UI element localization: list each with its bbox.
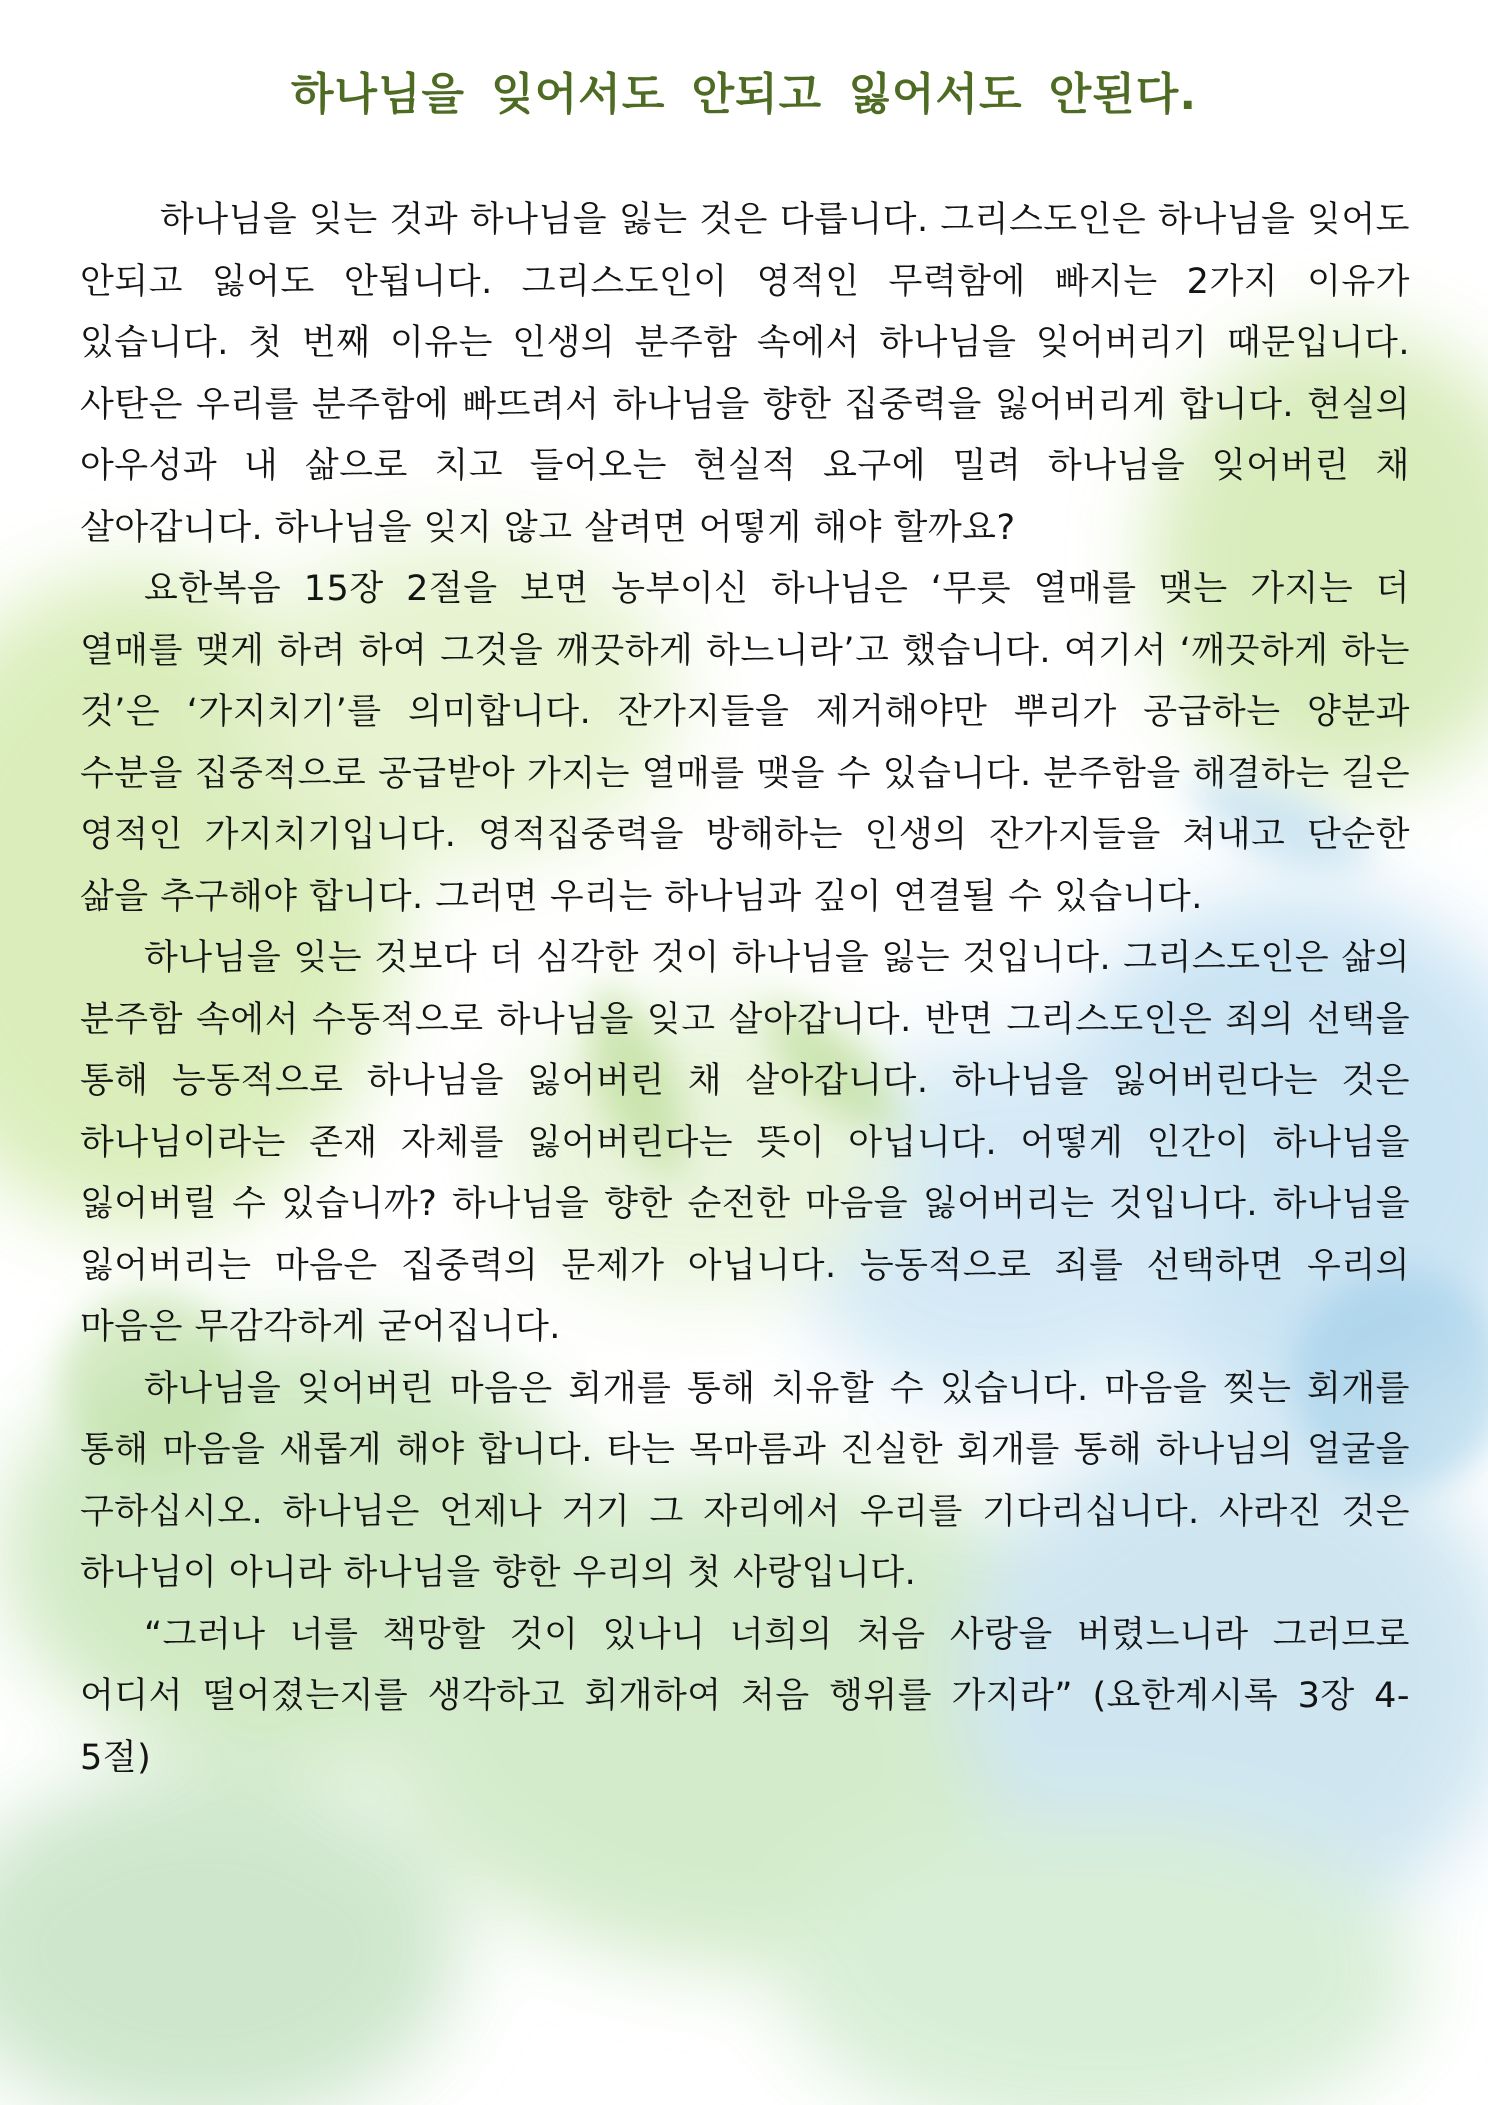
paragraph-3: 하나님을 잊는 것보다 더 심각한 것이 하나님을 잃는 것입니다. 그리스도인은 삶의 분주함 속에서 수동적으로 하나님을 잊고 살아갑니다. 반면 그리스도인은 죄의 선택을 통해 능동적으로 하나님을 잃어버린 채 살아갑니다. 하나님을 잃어버린다는 것은 하나님이라는 존재 자체를 잃어버린다는 뜻이 아닙니다. 어떻게 인간이 하나님을 잃어버릴 수 있습니까? 하나님을 향한 순전한 마음을 잃어버리는 것입니다. 하나님을 잃어버리는 마음은 집중력의 문제가 아닙니다. 능동적으로 죄를 선택하면 우리의 마음은 무감각하게 굳어집니다. [80, 938, 1410, 1347]
paragraph-2: 요한복음 15장 2절을 보면 농부이신 하나님은 ‘무릇 열매를 맺는 가지는 더 열매를 맺게 하려 하여 그것을 깨끗하게 하느니라’고 했습니다. 여기서 ‘깨끗하게 하는 것’은 ‘가지치기’를 의미합니다. 잔가지들을 제거해야만 뿌리가 공급하는 양분과 수분을 집중적으로 공급받아 가지는 열매를 맺을 수 있습니다. 분주함을 해결하는 길은 영적인 가지치기입니다. 영적집중력을 방해하는 인생의 잔가지들을 쳐내고 단순한 삶을 추구해야 합니다. 그러면 우리는 하나님과 깊이 연결될 수 있습니다. [80, 569, 1410, 917]
document-body [80, 190, 1410, 1789]
paragraph-4: 하나님을 잊어버린 마음은 회개를 통해 치유할 수 있습니다. 마음을 찢는 회개를 통해 마음을 새롭게 해야 합니다. 타는 목마름과 진실한 회개를 통해 하나님의 얼굴을 구하십시오. 하나님은 언제나 거기 그 자리에서 우리를 기다리십니다. 사라진 것은 하나님이 아니라 하나님을 향한 우리의 첫 사랑입니다. [80, 1368, 1410, 1593]
paragraph-5-scripture-quote: “그러나 너를 책망할 것이 있나니 너희의 처음 사랑을 버렸느니라 그러므로 어디서 떨어졌는지를 생각하고 회개하여 처음 행위를 가지라” (요한계시록 3장 4-5절) [80, 1614, 1410, 1778]
document-title: 하나님을 잊어서도 안되고 잃어서도 안된다. [290, 69, 1198, 120]
paragraph-1: 하나님을 잊는 것과 하나님을 잃는 것은 다릅니다. 그리스도인은 하나님을 잊어도 안되고 잃어도 안됩니다. 그리스도인이 영적인 무력함에 빠지는 2가지 이유가 있습니다. 첫 번째 이유는 인생의 분주함 속에서 하나님을 잊어버리기 때문입니다. 사탄은 우리를 분주함에 빠뜨려서 하나님을 향한 집중력을 잃어버리게 합니다. 현실의 아우성과 내 삶으로 치고 들어오는 현실적 요구에 밀려 하나님을 잊어버린 채 살아갑니다. 하나님을 잊지 않고 살려면 어떻게 해야 할까요? [80, 200, 1410, 548]
